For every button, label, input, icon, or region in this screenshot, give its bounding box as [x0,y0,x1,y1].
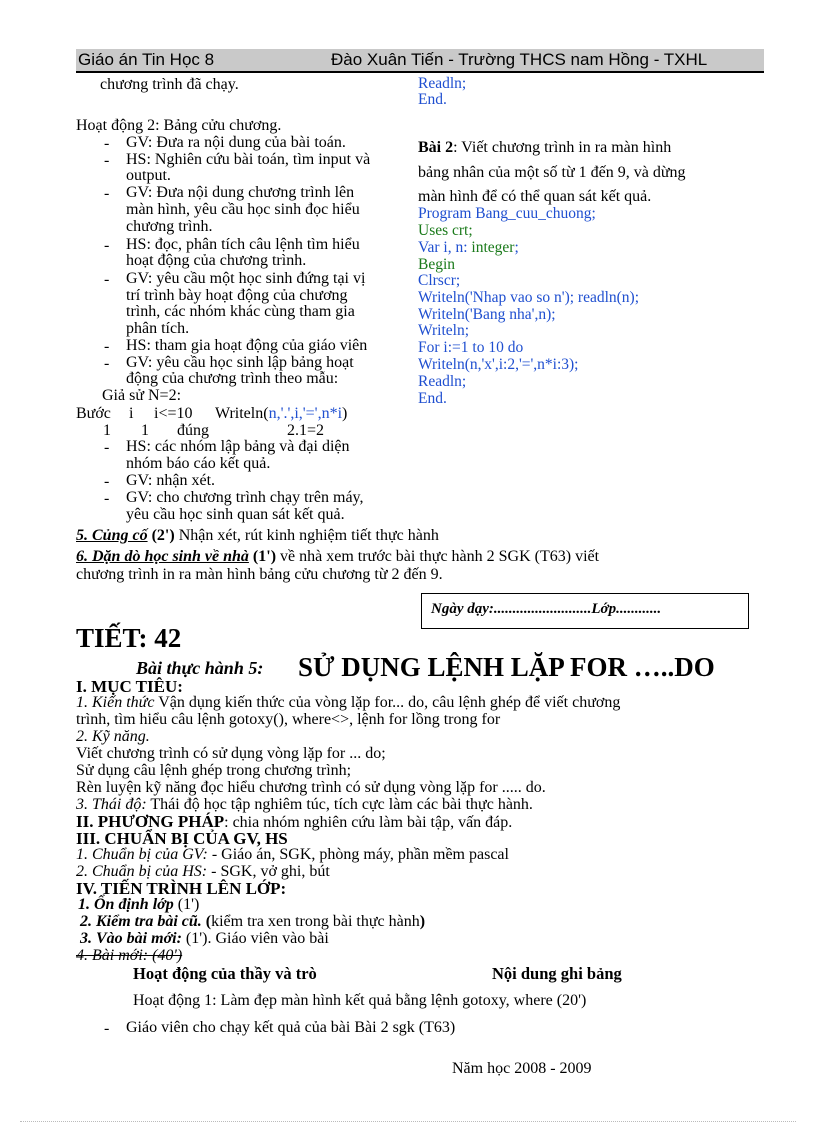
text-line: chương trình in ra màn hình bảng cửu chương từ 2 đến 9. [76,566,443,583]
list-item: GV: nhận xét. [126,472,216,489]
code-line: Readln; [418,75,467,92]
code-line: Begin [418,256,456,273]
text-line: 3. Vào bài mới: (1'). Giáo viên vào bài [80,930,329,947]
list-item: GV: yêu cầu một học sinh đứng tại vị [126,270,366,287]
bullet-dash: - [104,490,110,507]
code-line: Writeln; [418,322,470,339]
list-item: GV: yêu cầu học sinh lập bảng hoạt [126,354,354,371]
bullet-dash: - [104,1020,110,1037]
list-item: GV: cho chương trình chạy trên máy, [126,489,364,506]
table-header-step: Bước [76,405,111,422]
table-cell: đúng [177,422,209,439]
table-header-condition: i<=10 [154,405,193,422]
section-heading: III. CHUẨN BỊ CỦA GV, HS [76,829,288,848]
bullet-dash: - [104,473,110,490]
page-footer: Năm học 2008 - 2009 [452,1060,592,1077]
list-item: HS: tham gia hoạt động của giáo viên [126,337,368,354]
text-line: bảng nhân của một số từ 1 đến 9, và dừng [418,164,686,181]
section-heading: I. MỤC TIÊU: [76,677,183,696]
list-item: trí trình bày hoạt động của chương [126,287,348,304]
text-line: 1. Chuẩn bị của GV: - Giáo án, SGK, phòng máy, phần mềm pascal [76,846,509,863]
section-heading: II. PHƯƠNG PHÁP: chia nhóm nghiên cứu làm bài tập, vấn đáp. [76,812,513,831]
bullet-dash: - [104,185,110,202]
text-line: 4. Bài mới: (40') [76,947,183,964]
text-line: màn hình để có thể quan sát kết quả. [418,188,652,205]
list-item: chương trình. [126,218,213,235]
code-line: Var i, n: integer; [418,239,519,256]
table-cell: 2.1=2 [287,422,325,439]
text-line: 3. Thái độ: Thái độ học tập nghiêm túc, tích cực làm các bài thực hành. [76,796,533,813]
exercise-title: Bài 2: Viết chương trình in ra màn hình [418,139,672,156]
list-item: nhóm báo cáo kết quả. [126,455,271,472]
list-item: phân tích. [126,320,190,337]
code-line: For i:=1 to 10 do [418,339,524,356]
text-line: trình, tìm hiểu câu lệnh gotoxy(), where<>, lệnh for lồng trong for [76,711,501,728]
list-item: output. [126,167,171,184]
code-line: Program Bang_cuu_chuong; [418,205,596,222]
list-item: GV: Đưa ra nội dung của bài toán. [126,134,346,151]
lesson-title: SỬ DỤNG LỆNH LẶP FOR …..DO [298,652,715,682]
text-line: chương trình đã chạy. [100,76,239,93]
text-line: Giả sử N=2: [102,387,182,404]
bullet-dash: - [104,135,110,152]
homework-section: 6. Dặn dò học sinh về nhà (1') về nhà xem trước bài thực hành 2 SGK (T63) viết [76,548,600,565]
code-line: Writeln('Bang nha',n); [418,306,556,323]
column-header-right: Nội dung ghi bảng [492,964,622,983]
practice-label: Bài thực hành 5: [136,658,264,678]
text-line: Viết chương trình có sử dụng vòng lặp for ... do; [76,745,386,762]
bullet-dash: - [104,439,110,456]
header-left: Giáo án Tin Học 8 [78,50,215,69]
text-line: 2. Chuẩn bị của HS: - SGK, vở ghi, bút [76,863,330,880]
text-line: 1. Kiến thức Vận dụng kiến thức của vòng lặp for... do, câu lệnh ghép để viết chương [76,694,621,711]
section-heading: IV. TIẾN TRÌNH LÊN LỚP: [76,879,287,898]
column-header-left: Hoạt động của thầy và trò [133,964,317,983]
code-line: Writeln('Nhap vao so n'); readln(n); [418,289,640,306]
lesson-number: TIẾT: 42 [76,623,182,653]
list-item: động của chương trình theo mẫu: [126,370,339,387]
code-line: Readln; [418,373,467,390]
text-line: 1. Ổn định lớp (1') [78,896,200,913]
code-line: Writeln(n,'x',i:2,'=',n*i:3); [418,356,579,373]
page-header [76,49,764,73]
code-line: Clrscr; [418,272,461,289]
bullet-dash: - [104,355,110,372]
list-item: HS: các nhóm lập bảng và đại diện [126,438,350,455]
text-line: 2. Kiểm tra bài cũ. (kiểm tra xen trong bài thực hành) [80,913,426,930]
list-item: yêu cầu học sinh quan sát kết quả. [126,506,345,523]
code-line: End. [418,91,447,108]
subheading: 2. Kỹ năng. [76,728,150,745]
list-item: HS: Nghiên cứu bài toán, tìm input và [126,151,371,168]
code-line: Uses crt; [418,222,473,239]
table-header-i: i [129,405,134,422]
text-line: Sử dụng câu lệnh ghép trong chương trình; [76,762,352,779]
date-class-line: Ngày dạy:..........................Lớp............ [431,601,662,617]
bullet-dash: - [104,152,110,169]
bullet-dash: - [104,338,110,355]
table-cell: 1 [103,422,111,439]
code-line: End. [418,390,447,407]
bullet-dash: - [104,271,110,288]
page-divider [20,1121,796,1122]
list-item: Giáo viên cho chạy kết quả của bài Bài 2 sgk (T63) [126,1019,456,1036]
list-item: HS: đọc, phân tích câu lệnh tìm hiểu [126,236,360,253]
list-item: màn hình, yêu cầu học sinh đọc hiểu [126,201,360,218]
activity-heading: Hoạt động 2: Bảng cửu chương. [76,117,282,134]
date-box [421,593,749,629]
header-right: Đào Xuân Tiến - Trường THCS nam Hồng - TXHL [331,50,708,69]
table-cell: 1 [141,422,149,439]
activity-heading: Hoạt động 1: Làm đẹp màn hình kết quả bằng lệnh gotoxy, where (20') [133,992,587,1009]
list-item: GV: Đưa nội dung chương trình lên [126,184,355,201]
table-header-writeln: Writeln(n,'.',i,'=',n*i) [215,405,348,422]
bullet-dash: - [104,237,110,254]
list-item: trình, các nhóm khác cùng tham gia [126,303,355,320]
list-item: hoạt động của chương trình. [126,252,307,269]
text-line: Rèn luyện kỹ năng đọc hiểu chương trình có sử dụng vòng lặp for ..... do. [76,779,546,796]
consolidation-section: 5. Củng cố (2') Nhận xét, rút kinh nghiệm tiết thực hành [76,527,439,544]
